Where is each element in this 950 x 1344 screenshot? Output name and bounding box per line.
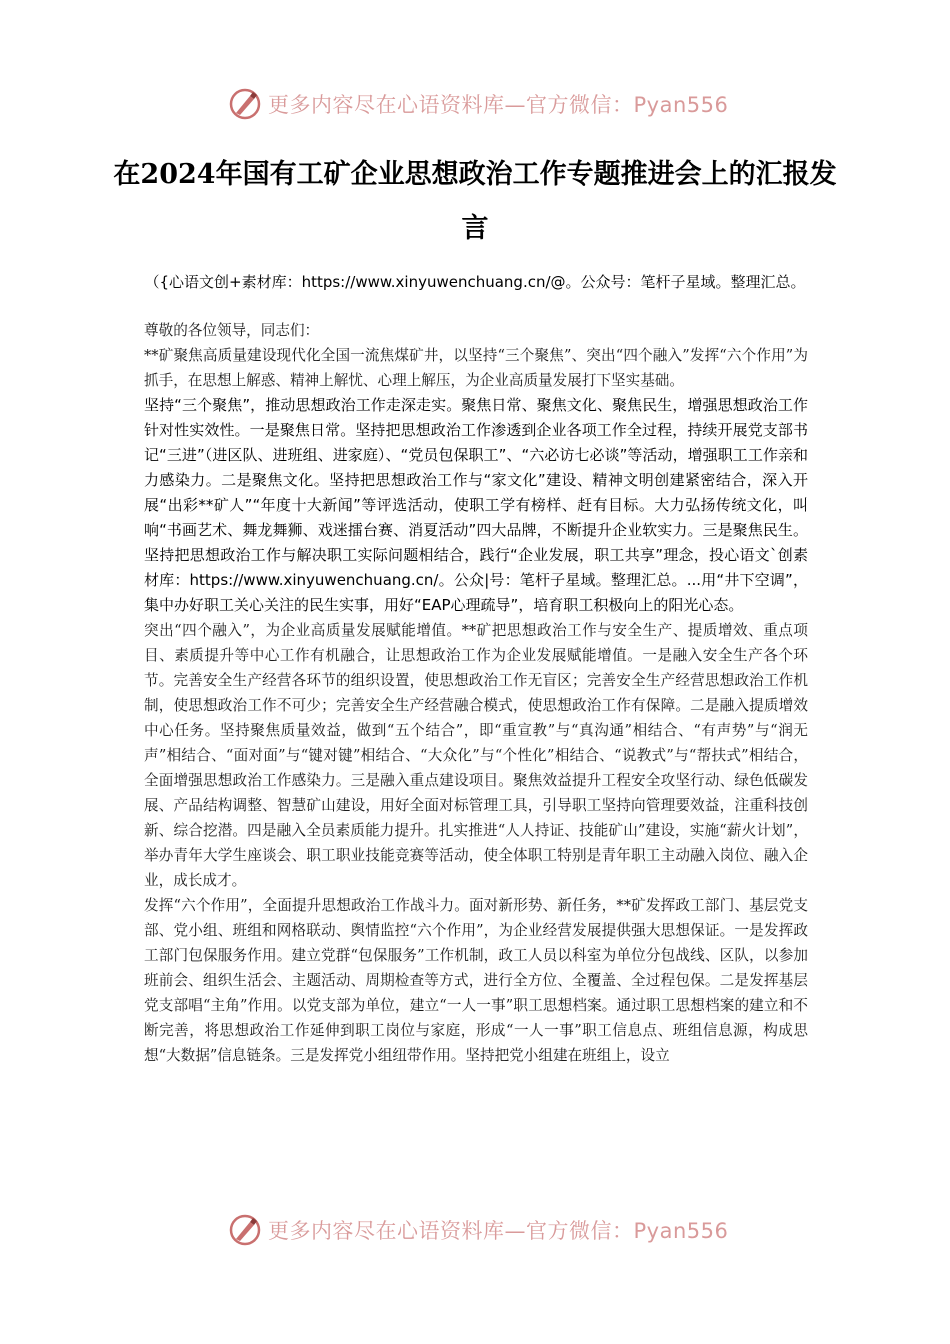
banner-text: 更多内容尽在心语资料库—官方微信：Pyan556	[268, 93, 729, 117]
intro-paragraph: **矿聚焦高质量建设现代化全国一流焦煤矿井，以坚持“三个聚焦”、突出“四个融入”发挥“六个作用”为抓手，在思想上解惑、精神上解忧、心理上解压，为企业高质量发展打下坚实基础。	[144, 347, 808, 389]
section-three-focuses: 坚持“三个聚焦”，推动思想政治工作走深走实。聚焦日常、聚焦文化、聚焦民生，增强思想政治工作针对性实效性。一是聚焦日常。坚持把思想政治工作渗透到企业各项工作全过程，持续开展党支部书记“三进”（进区队、进班组、进家庭）、“党员包保职工”、“六必访七必谈”等活动，增强职工工作亲和力感染力。二是聚焦文化。坚持把思想政治工作与“家文化”建设、精神文明创建紧密结合，深入开展“出彩**矿人”“年度十大新闻”等评选活动，使职工学有榜样、赶有目标。大力弘扬传统文化，叫响“书画艺术、舞龙舞狮、戏迷擂台赛、消夏活动”四大品牌，不断提升企业软实力。三是聚焦民生。坚持把思想政治工作与解决职工实际问题相结合，践行“企业发展，职工共享”理念，投心语文`创素材库：https://www.xinyuwenchuang.cn/。公众|号：笔杆子星域。整理汇总。...用“井下空调”，集中办好职工关心关注的民生实事，用好“EAP心理疏导”，培育职工积极向上的阳光心态。	[144, 396, 808, 614]
pen-logo-icon	[228, 1213, 262, 1247]
salutation: 尊敬的各位领导，同志们：	[144, 322, 320, 339]
section-six-roles: 发挥“六个作用”，全面提升思想政治工作战斗力。面对新形势、新任务，**矿发挥政工部门、基层党支部、党小组、班组和网格联动、舆情监控“六个作用”，为企业经营发展提供强大思想保证。一是发挥政工部门包保服务作用。建立党群“包保服务”工作机制，政工人员以科室为单位分包战线、区队，以参加班前会、组织生活会、主题活动、周期检查等方式，进行全方位、全覆盖、全过程包保。二是发挥基层党支部唱“主角”作用。以党支部为单位，建立“一人一事”职工思想档案。通过职工思想档案的建立和不断完善，将思想政治工作延伸到职工岗位与家庭，形成“一人一事”职工信息点、班组信息源，构成思想“大数据”信息链条。三是发挥党小组纽带作用。坚持把党小组建在班组上，设立	[144, 897, 808, 1064]
section-four-integrations: 突出“四个融入”，为企业高质量发展赋能增值。**矿把思想政治工作与安全生产、提质增效、重点项目、素质提升等中心工作有机融合，让思想政治工作为企业发展赋能增值。一是融入安全生产各个环节。完善安全生产经营各环节的组织设置，使思想政治工作无盲区；完善安全生产经营思想政治工作机制，使思想政治工作不可少；完善安全生产经营融合模式，使思想政治工作有保障。二是融入提质增效中心任务。坚持聚焦质量效益，做到“五个结合”，即“重宣教”与“真沟通”相结合、“有声势”与“润无声”相结合、“面对面”与“键对键”相结合、“大众化”与“个性化”相结合、“说教式”与“帮扶式”相结合，全面增强思想政治工作感染力。三是融入重点建设项目。聚焦效益提升工程安全攻坚行动、绿色低碳发展、产品结构调整、智慧矿山建设，用好全面对标管理工具，引导职工坚持向管理要效益，注重科技创新、综合挖潜。四是融入全员素质能力提升。扎实推进“人人持证、技能矿山”建设，实施“薪火计划”，举办青年大学生座谈会、职工职业技能竞赛等活动，使全体职工特别是青年职工主动融入岗位、融入企业，成长成才。	[144, 622, 808, 889]
document-body	[144, 318, 808, 1068]
footer-banner	[228, 1210, 728, 1250]
header-banner	[228, 84, 728, 124]
document-title: 在2024年国有工矿企业思想政治工作专题推进会上的汇报发言	[113, 159, 837, 244]
pen-logo-icon	[228, 87, 262, 121]
source-note: （{心语文创+素材库：https://www.xinyuwenchuang.cn/@。公众号：笔杆子星域。整理汇总。	[144, 273, 806, 291]
banner-text: 更多内容尽在心语资料库—官方微信：Pyan556	[268, 1219, 729, 1243]
